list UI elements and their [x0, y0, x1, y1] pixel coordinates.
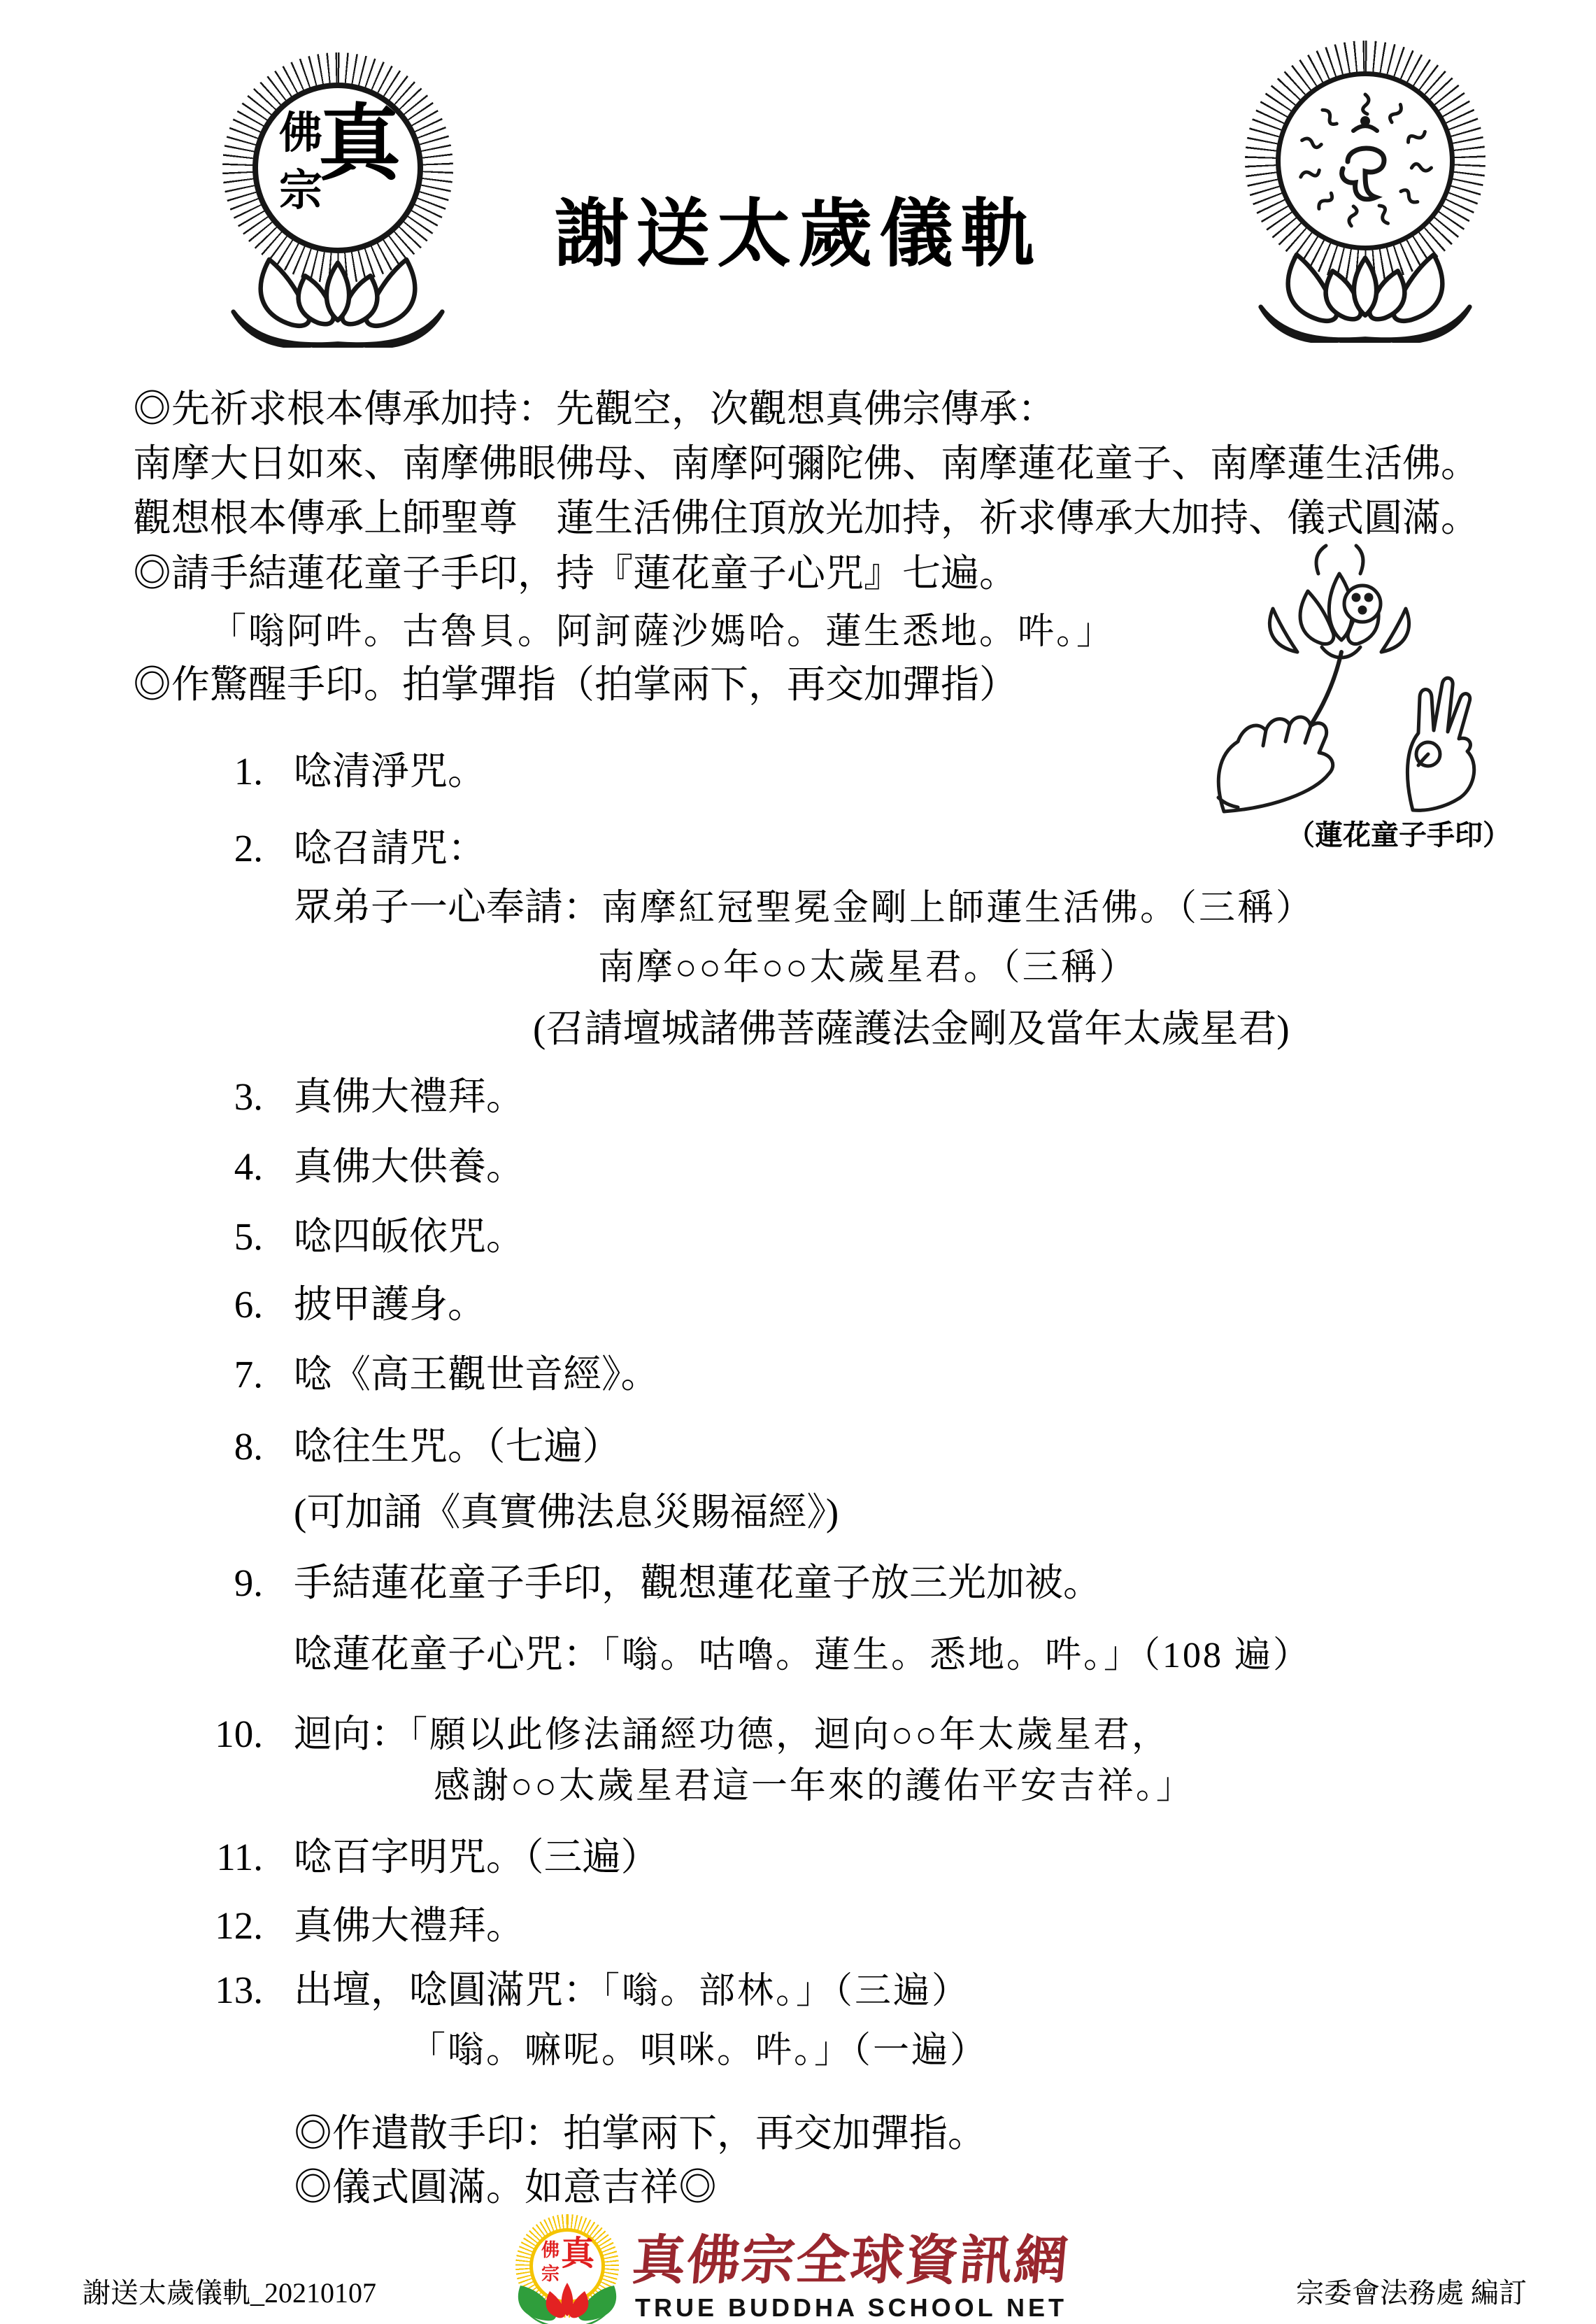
footer-brand-chinese: 真佛宗全球資訊網	[629, 2232, 1072, 2290]
mantra-wheel-circle	[1276, 71, 1455, 250]
step-row-5	[196, 1205, 525, 1261]
step-row-10	[196, 1703, 1170, 1758]
mantra-script-icon	[1281, 76, 1450, 246]
intro-line-1: ◎先祈求根本傳承加持：先觀空，次觀想真佛宗傳承：	[133, 388, 1057, 430]
seal-char-zhen: 真	[318, 99, 401, 190]
step-number: 2.	[234, 827, 263, 870]
step-row-8	[196, 1415, 621, 1471]
true-buddha-school-net-logo	[515, 2214, 619, 2318]
step-text: 真佛大供養。	[294, 1145, 525, 1188]
color-lotus-icon	[512, 2279, 622, 2324]
intro-line-4: ◎請手結蓮花童子手印，持『蓮花童子心咒』七遍。	[133, 552, 1018, 595]
step-text: 唸百字明咒。（三遍）	[294, 1836, 660, 1878]
step-number: 4.	[234, 1145, 263, 1188]
step-text: 唸四皈依咒。	[294, 1215, 525, 1258]
dedication-prefix: 迴向：	[294, 1713, 410, 1755]
step-row-9	[196, 1552, 1102, 1607]
step-number: 3.	[234, 1075, 263, 1118]
seal-circle	[252, 83, 423, 253]
step-row-4	[196, 1135, 525, 1191]
lotus-mudra-illustration	[1182, 532, 1497, 819]
step-9-mantra	[294, 1623, 1311, 1678]
mantra-chant: 「嗡。咕嚕。蓮生。悉地。吽。」（108 遍）	[601, 1636, 1312, 1675]
step-text: 唸清淨咒。	[294, 750, 487, 793]
completion-chant: 「嗡。部林。」（三遍）	[601, 1971, 971, 2011]
closing-line-1: ◎作遣散手印：拍掌兩下，再交加彈指。	[294, 2112, 987, 2155]
step-row-6	[196, 1273, 486, 1328]
step-row-7	[196, 1343, 660, 1398]
footer-doc-id: 謝送太歲儀軌_20210107	[83, 2277, 376, 2309]
step-13-chant-2: 「嗡。嘛呢。唄咪。吽。」（一遍）	[409, 2031, 989, 2071]
invocation-chant: 南摩紅冠聖冕金剛上師蓮生活佛。（三稱）	[601, 888, 1315, 928]
step-text: 唸《高王觀世音經》。	[294, 1353, 660, 1396]
dedication-chant: 「願以此修法誦經功德，迴向○○年太歲星君，	[409, 1715, 1170, 1755]
lotus-icon	[198, 250, 478, 348]
step-row-12	[196, 1894, 525, 1950]
step-number: 6.	[234, 1283, 263, 1326]
seal-char-fo: 佛	[541, 2240, 560, 2260]
step-number: 12.	[215, 1904, 263, 1947]
step-row-3	[196, 1065, 525, 1121]
seal-char-zhen: 真	[560, 2235, 594, 2272]
step-2-taisui-line: 南摩○○年○○太歲星君。（三稱）	[598, 948, 1138, 988]
step-number: 1.	[234, 750, 263, 793]
step-text: 披甲護身。	[294, 1283, 487, 1326]
step-row-13	[196, 1959, 970, 2014]
footer-editor: 宗委會法務處 編訂	[1296, 2277, 1527, 2309]
mudra-caption: （蓮花童子手印）	[1287, 819, 1511, 851]
seal-char-zong: 宗	[541, 2264, 560, 2284]
step-row-11	[196, 1826, 660, 1881]
footer-brand-english: TRUE BUDDHA SCHOOL NET	[635, 2293, 1068, 2322]
intro-line-6: ◎作驚醒手印。拍掌彈指（拍掌兩下，再交加彈指）	[133, 663, 1018, 706]
step-number: 5.	[234, 1215, 263, 1258]
step-number: 7.	[234, 1353, 263, 1396]
invocation-prefix: 眾弟子一心奉請：	[294, 886, 602, 928]
step-8-note: (可加誦《真實佛法息災賜福經》)	[294, 1491, 839, 1533]
step-text: 真佛大禮拜。	[294, 1075, 525, 1118]
step-text: 真佛大禮拜。	[294, 1904, 525, 1947]
step-number: 8.	[234, 1425, 263, 1468]
step-10-dedication-2: 感謝○○太歲星君這一年來的護佑平安吉祥。」	[434, 1766, 1195, 1806]
step-2-note: (召請壇城諸佛菩薩護法金剛及當年太歲星君)	[533, 1007, 1290, 1050]
intro-line-2: 南摩大日如來、南摩佛眼佛母、南摩阿彌陀佛、南摩蓮花童子、南摩蓮生活佛。	[133, 442, 1480, 485]
true-buddha-seal-lotus-logo	[198, 52, 478, 346]
lotus-mantra-line: 「嗡阿吽。古魯貝。阿訶薩沙媽哈。蓮生悉地。吽。」	[210, 612, 1116, 652]
footer	[0, 2211, 1596, 2324]
step-number: 13.	[215, 1969, 263, 2011]
step-text: 手結蓮花童子手印，觀想蓮花童子放三光加被。	[294, 1561, 1102, 1604]
step-number: 10.	[215, 1713, 263, 1755]
intro-line-3: 觀想根本傳承上師聖尊 蓮生活佛住頂放光加持，祈求傳承大加持、儀式圓滿。	[133, 497, 1480, 539]
page-title: 謝送太歲儀軌	[555, 194, 1041, 276]
step-2-invocation	[294, 876, 1314, 931]
step-text: 唸往生咒。（七遍）	[294, 1425, 621, 1468]
step-row-2	[196, 817, 486, 872]
step-number: 9.	[234, 1561, 263, 1604]
completion-prefix: 出壇，唸圓滿咒：	[294, 1969, 602, 2011]
mantra-prefix: 唸蓮花童子心咒：	[294, 1633, 602, 1675]
seal-char-zong: 宗	[279, 167, 323, 215]
step-number: 11.	[216, 1836, 263, 1878]
seal-char-fo: 佛	[279, 110, 323, 157]
lotus-icon	[1225, 245, 1505, 343]
step-row-1	[196, 740, 486, 795]
closing-line-2: ◎儀式圓滿。如意吉祥◎	[294, 2166, 718, 2209]
mantra-wheel-lotus-logo	[1218, 41, 1512, 341]
step-text: 唸召請咒：	[294, 827, 487, 870]
